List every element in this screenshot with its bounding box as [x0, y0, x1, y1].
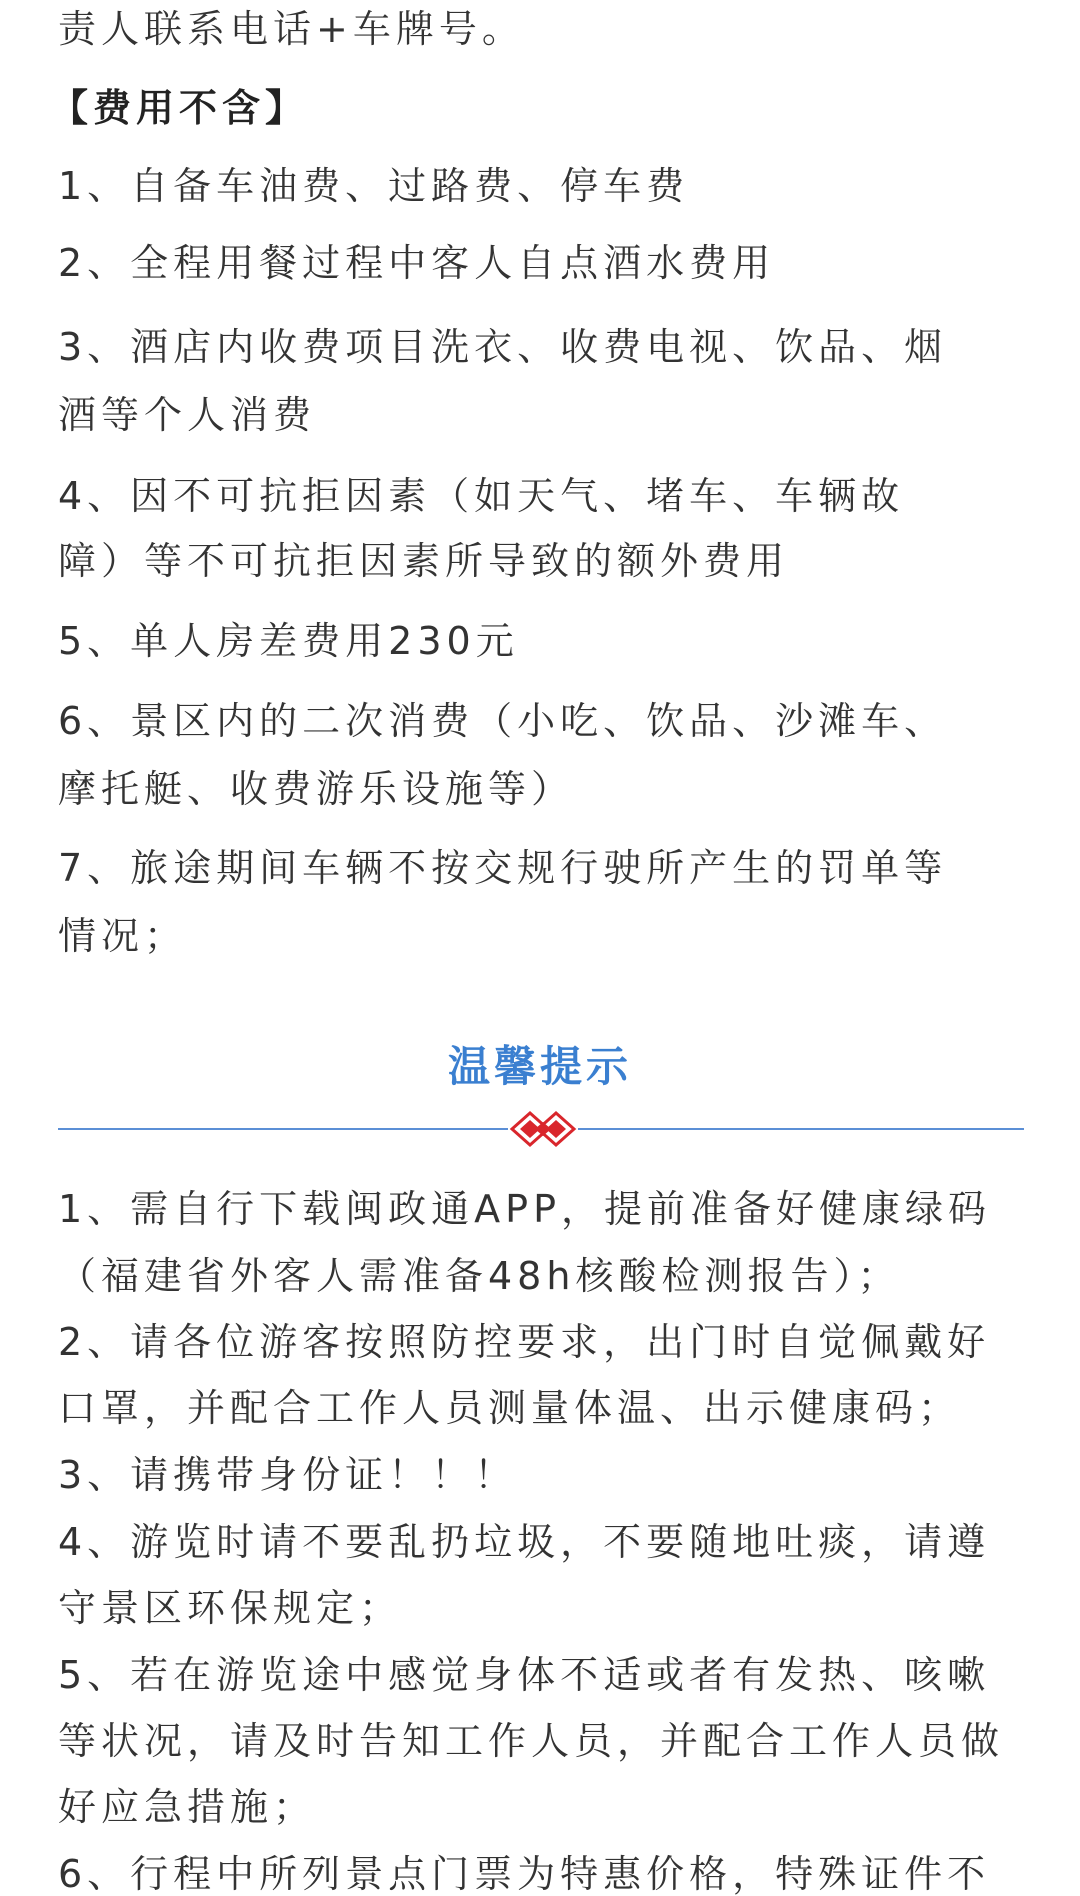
tip-item: 4、游览时请不要乱扔垃圾，不要随地吐痰，请遵: [58, 1520, 991, 1564]
intro-tail-text: 责人联系电话+车牌号。: [58, 7, 525, 51]
exclusion-item: 6、景区内的二次消费（小吃、饮品、沙滩车、: [58, 699, 948, 743]
double-diamond-ornament-icon: [508, 1108, 578, 1150]
tip-item: 3、请携带身份证！！！: [58, 1453, 518, 1497]
tips-title: 温馨提示: [447, 1042, 632, 1091]
tip-item-continuation: （福建省外客人需准备48h核酸检测报告）；: [58, 1254, 901, 1298]
tip-item: 1、需自行下载闽政通APP，提前准备好健康绿码: [58, 1187, 992, 1231]
tip-item: 6、行程中所列景点门票为特惠价格，特殊证件不: [58, 1852, 991, 1896]
exclusion-item: 7、旅途期间车辆不按交规行驶所产生的罚单等: [58, 846, 948, 890]
tip-item-continuation: 口罩，并配合工作人员测量体温、出示健康码；: [58, 1386, 962, 1430]
tip-item-continuation: 好应急措施；: [58, 1785, 317, 1829]
tip-item-continuation: 等状况，请及时告知工作人员，并配合工作人员做: [58, 1719, 1005, 1763]
exclusion-item-continuation: 障）等不可抗拒因素所导致的额外费用: [58, 539, 790, 583]
exclusion-item: 5、单人房差费用230元: [58, 619, 519, 663]
exclusions-heading: 【费用不含】: [50, 86, 309, 130]
exclusion-item-continuation: 酒等个人消费: [58, 393, 317, 437]
exclusion-item-continuation: 摩托艇、收费游乐设施等）: [58, 767, 575, 811]
exclusion-item-continuation: 情况；: [58, 914, 188, 958]
exclusion-item: 3、酒店内收费项目洗衣、收费电视、饮品、烟: [58, 325, 948, 369]
tip-item-continuation: 守景区环保规定；: [58, 1586, 403, 1630]
exclusion-item: 4、因不可抗拒因素（如天气、堵车、车辆故: [58, 474, 905, 518]
tip-item: 2、请各位游客按照防控要求，出门时自觉佩戴好: [58, 1320, 991, 1364]
exclusion-item: 1、自备车油费、过路费、停车费: [58, 164, 690, 208]
exclusion-item: 2、全程用餐过程中客人自点酒水费用: [58, 241, 776, 285]
tip-item: 5、若在游览途中感觉身体不适或者有发热、咳嗽: [58, 1653, 991, 1697]
